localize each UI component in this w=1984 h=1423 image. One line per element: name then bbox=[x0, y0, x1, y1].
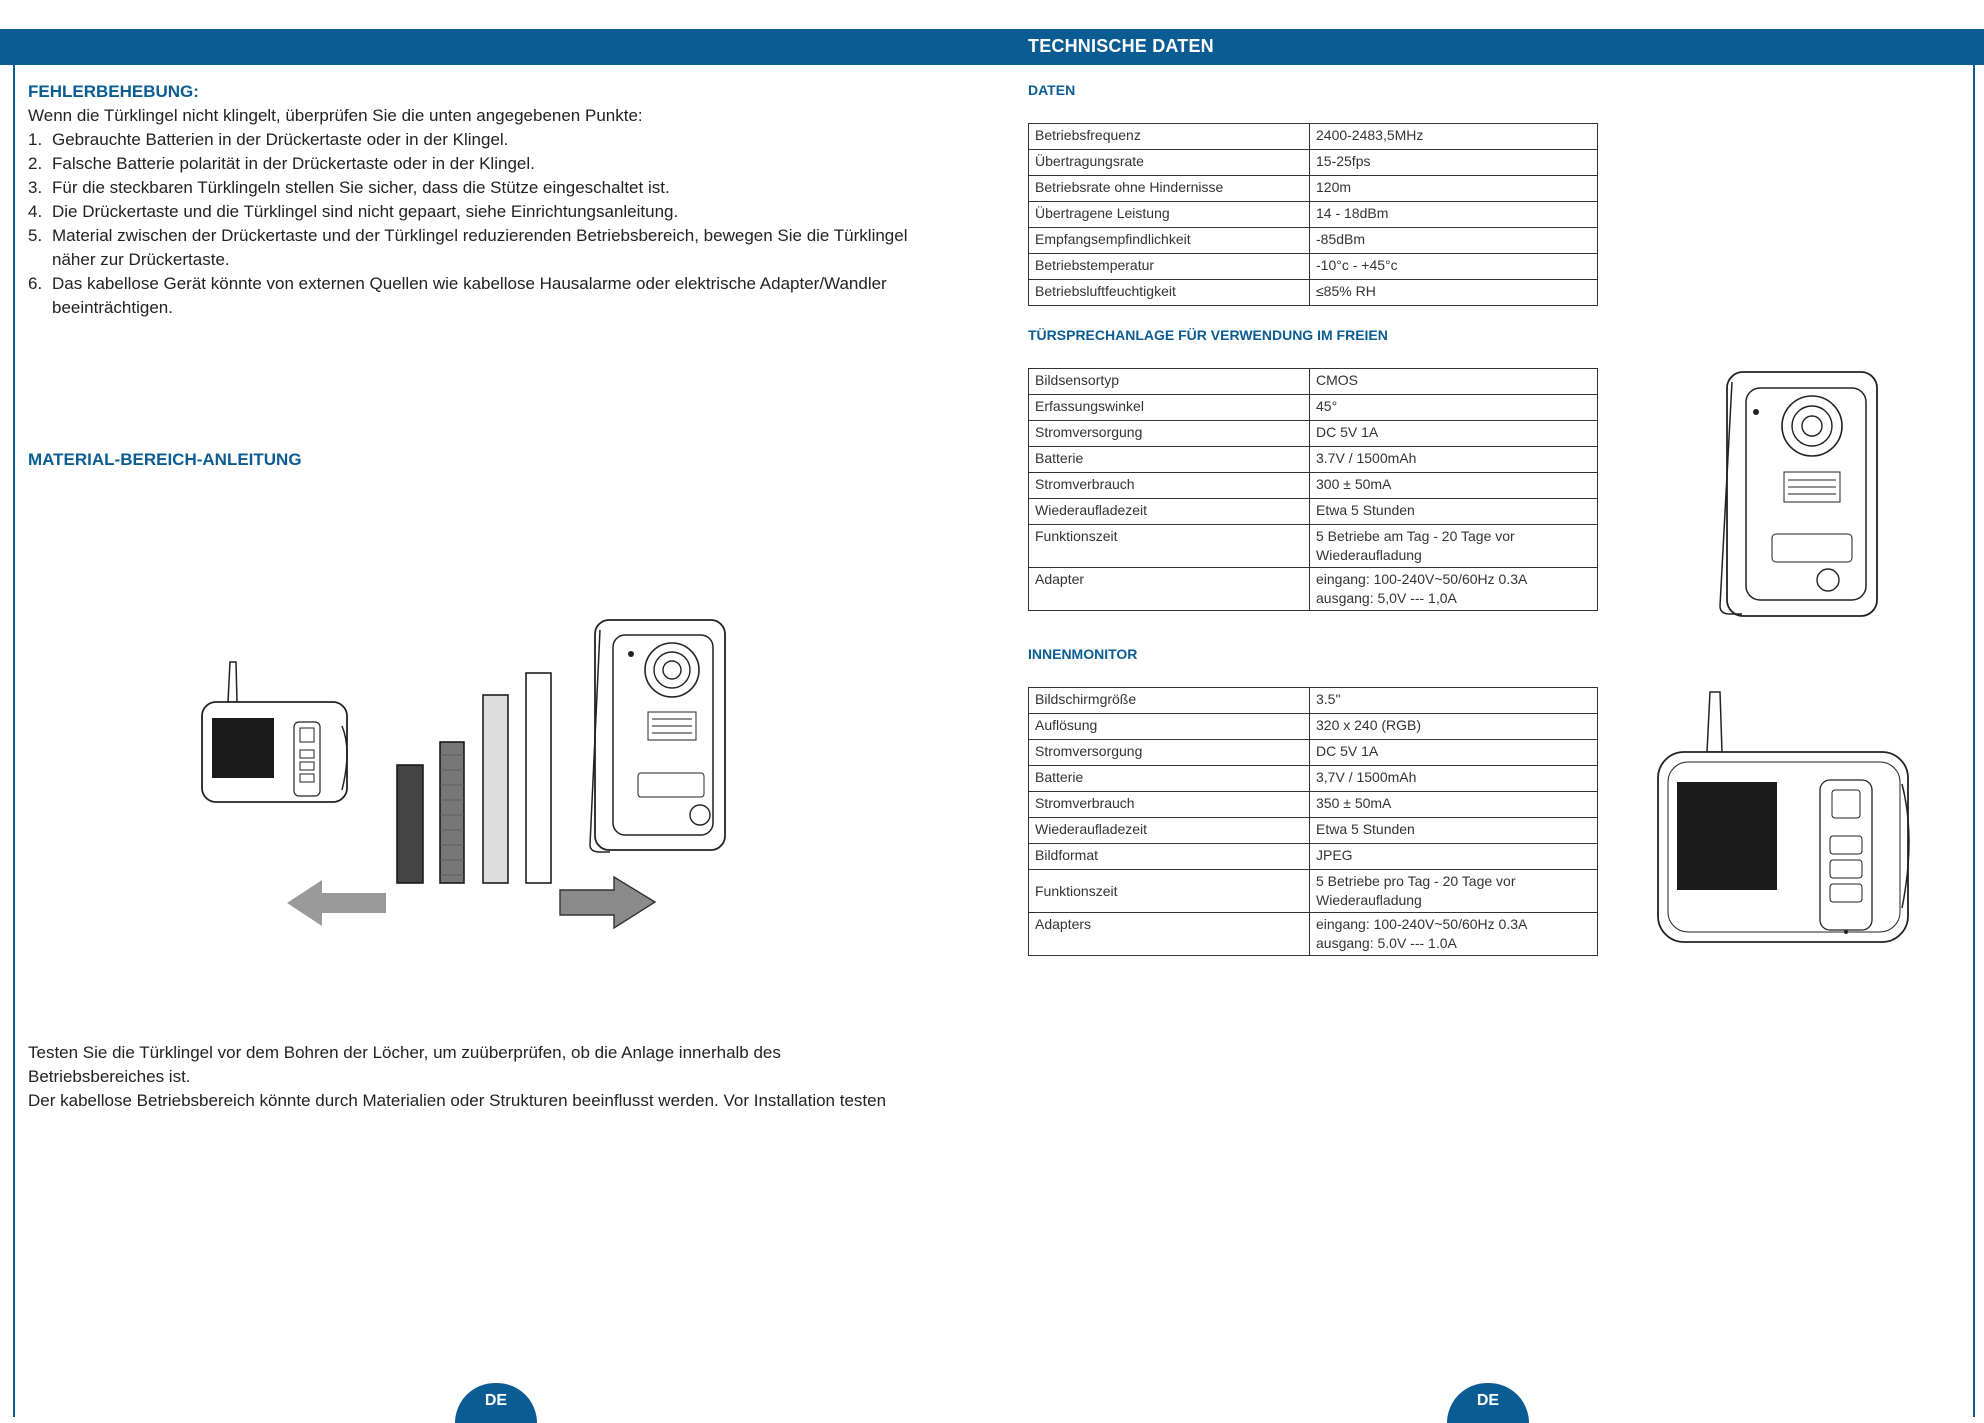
arrow-left-icon bbox=[287, 880, 386, 926]
table-row: Bildformat JPEG bbox=[1029, 844, 1598, 870]
table-row: Funktionszeit 5 Betriebe pro Tag - 20 Tage vor Wiederaufladung bbox=[1029, 870, 1598, 913]
table-row: Batterie 3,7V / 1500mAh bbox=[1029, 766, 1598, 792]
table-row: Stromversorgung DC 5V 1A bbox=[1029, 421, 1598, 447]
table-row: Stromversorgung DC 5V 1A bbox=[1029, 740, 1598, 766]
page-language-tab-right: DE bbox=[1447, 1383, 1529, 1423]
list-item: 2. Falsche Batterie polarität in der Drückertaste oder in der Klingel. bbox=[28, 154, 535, 173]
table-row: Betriebsrate ohne Hindernisse 120m bbox=[1029, 176, 1598, 202]
list-item: 6. Das kabellose Gerät könnte von externen Quellen wie kabellose Hausalarme oder elektrische Adapter/Wandler beeinträchtigen. bbox=[28, 274, 887, 317]
header-bar bbox=[0, 29, 1984, 65]
doorbell-camera-icon bbox=[590, 620, 725, 852]
table-row: Übertragungsrate 15-25fps bbox=[1029, 150, 1598, 176]
table-row: Wiederaufladezeit Etwa 5 Stunden bbox=[1029, 499, 1598, 525]
page-language-tab-left: DE bbox=[455, 1383, 537, 1423]
table-row: Bildsensortyp CMOS bbox=[1029, 369, 1598, 395]
arrow-right-icon bbox=[560, 877, 655, 928]
list-item: 3. Für die steckbaren Türklingeln stellen Sie sicher, dass die Stütze eingeschaltet ist. bbox=[28, 178, 670, 197]
table-row: Stromverbrauch 300 ± 50mA bbox=[1029, 473, 1598, 499]
table-row: Betriebsluftfeuchtigkeit ≤85% RH bbox=[1029, 280, 1598, 306]
indoor-heading: INNENMONITOR bbox=[1028, 646, 1138, 662]
table-row: Stromverbrauch 350 ± 50mA bbox=[1029, 792, 1598, 818]
table-row: Wiederaufladezeit Etwa 5 Stunden bbox=[1029, 818, 1598, 844]
outdoor-table bbox=[1028, 368, 1598, 611]
troubleshooting-intro: Wenn die Türklingel nicht klingelt, überprüfen Sie die unten angegebenen Punkte: bbox=[28, 106, 643, 125]
outdoor-heading: TÜRSPRECHANLAGE FÜR VERWENDUNG IM FREIEN bbox=[1028, 327, 1388, 343]
left-margin-rule bbox=[13, 65, 15, 1417]
table-row: Erfassungswinkel 45° bbox=[1029, 395, 1598, 421]
indoor-monitor-icon bbox=[1650, 688, 1920, 958]
troubleshooting-heading: FEHLERBEHEBUNG: bbox=[28, 82, 199, 101]
table-row: Empfangsempfindlichkeit -85dBm bbox=[1029, 228, 1598, 254]
data-heading: DATEN bbox=[1028, 82, 1076, 98]
doorbell-camera-icon bbox=[1712, 368, 1882, 620]
indoor-monitor-icon bbox=[202, 662, 347, 802]
table-row: Betriebstemperatur -10°c - +45°c bbox=[1029, 254, 1598, 280]
table-row: Adapters eingang: 100-240V~50/60Hz 0.3A ausgang: 5.0V --- 1.0A bbox=[1029, 913, 1598, 956]
table-row: Bildschirmgröße 3.5" bbox=[1029, 688, 1598, 714]
list-item: 5. Material zwischen der Drückertaste und der Türklingel reduzierenden Betriebsbereich, bewegen Sie die Türklingel näher zur Drückertaste. bbox=[28, 226, 908, 269]
list-item: 1. Gebrauchte Batterien in der Drückertaste oder in der Klingel. bbox=[28, 130, 509, 149]
table-row: Übertragene Leistung 14 - 18dBm bbox=[1029, 202, 1598, 228]
page-title: TECHNISCHE DATEN bbox=[1028, 36, 1214, 56]
table-row: Auflösung 320 x 240 (RGB) bbox=[1029, 714, 1598, 740]
table-row: Funktionszeit 5 Betriebe am Tag - 20 Tage vor Wiederaufladung bbox=[1029, 525, 1598, 568]
table-row: Adapter eingang: 100-240V~50/60Hz 0.3A ausgang: 5,0V --- 1,0A bbox=[1029, 568, 1598, 611]
material-paragraph: Testen Sie die Türklingel vor dem Bohren der Löcher, um zuüberprüfen, ob die Anlage innerhalb des Betriebsbereiches ist. Der kabellose Betriebsbereich könnte durch Materialien oder Strukturen beeinflusst werden. Vor Installation testen bbox=[28, 1043, 887, 1110]
right-margin-rule bbox=[1973, 65, 1975, 1417]
troubleshooting-list bbox=[28, 128, 968, 320]
data-table bbox=[1028, 123, 1598, 306]
list-item: 4. Die Drückertaste und die Türklingel sind nicht gepaart, siehe Einrichtungsanleitung. bbox=[28, 202, 679, 221]
table-row: Betriebsfrequenz 2400-2483,5MHz bbox=[1029, 124, 1598, 150]
material-barriers bbox=[397, 673, 551, 883]
indoor-table bbox=[1028, 687, 1598, 956]
table-row: Batterie 3.7V / 1500mAh bbox=[1029, 447, 1598, 473]
material-range-illustration bbox=[190, 610, 750, 940]
material-heading: MATERIAL-BEREICH-ANLEITUNG bbox=[28, 450, 302, 469]
